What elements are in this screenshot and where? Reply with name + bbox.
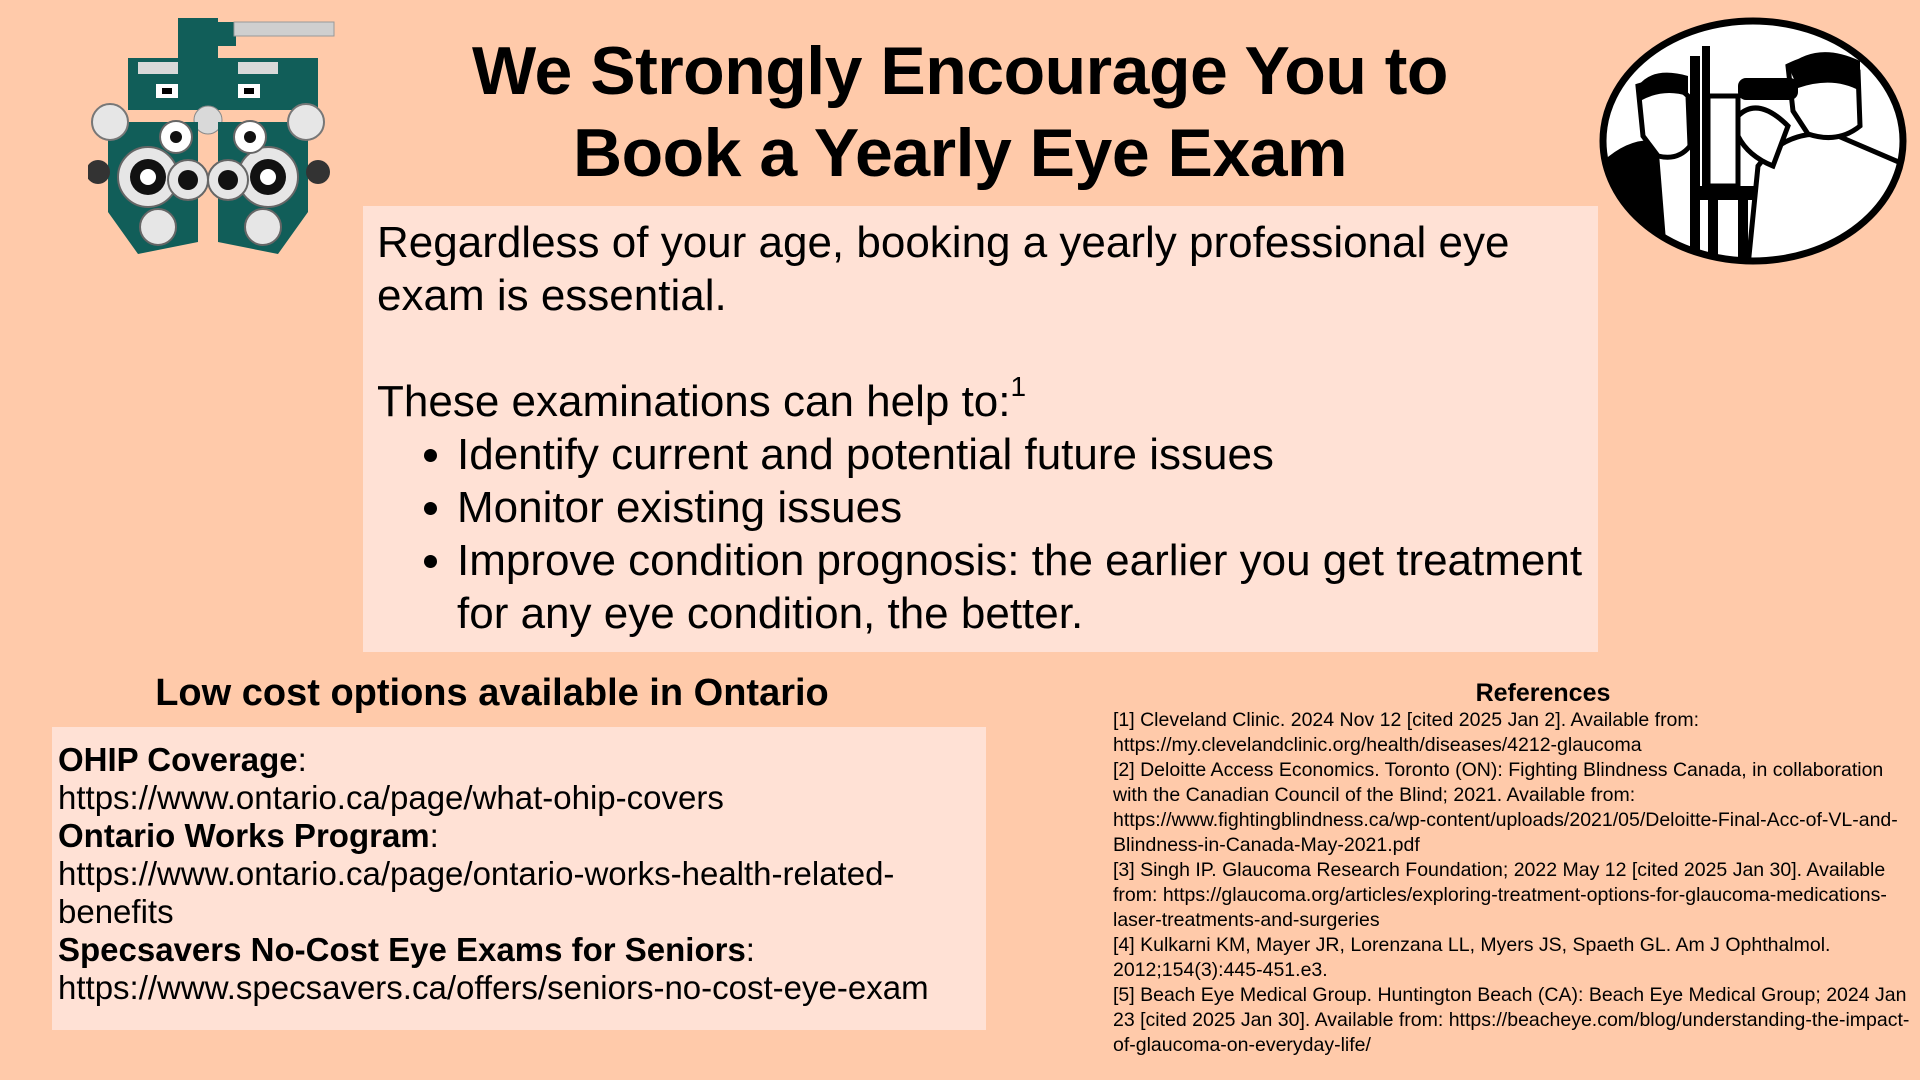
lead-text: [377, 371, 1584, 428]
option-name: Specsavers No-Cost Eye Exams for Seniors: [58, 931, 746, 968]
reference-item: [2] Deloitte Access Economics. Toronto (ON): Fighting Blindness Canada, in collaboration with the Canadian Council of the Blind; 2021. Available from: https://www.fightingblindness.ca/wp-content/uploads/2021/05/Deloitte-Final-Acc-of-VL-and-Blindness-in-Canada-May-2021.pdf: [1113, 759, 1898, 856]
option-name: OHIP Coverage: [58, 741, 298, 778]
reference-item: [4] Kulkarni KM, Mayer JR, Lorenzana LL, Myers JS, Spaeth GL. Am J Ophthalmol. 2012;154(3):445-451.e3.: [1113, 934, 1831, 981]
eye-exam-illustration-icon: [1598, 16, 1908, 266]
citation-superscript: 1: [1010, 371, 1027, 403]
low-cost-heading: Low cost options available in Ontario: [155, 672, 829, 714]
list-item: • Improve condition prognosis: the earlier you get treatment for any eye condition, the better.: [457, 534, 1584, 640]
title-line-2: Book a Yearly Eye Exam: [572, 115, 1348, 191]
option-ohip: OHIP Coverage:: [58, 741, 307, 778]
reference-item: [1] Cleveland Clinic. 2024 Nov 12 [cited 2025 Jan 2]. Available from: https://my.clevelandclinic.org/health/diseases/4212-glaucoma: [1113, 709, 1700, 756]
list-item: • Identify current and potential future issues: [457, 428, 1584, 481]
option-url[interactable]: https://www.ontario.ca/page/ontario-works-health-related-benefits: [58, 855, 895, 930]
page-title: [360, 30, 1560, 194]
reference-item: [3] Singh IP. Glaucoma Research Foundation; 2022 May 12 [cited 2025 Jan 30]. Available from: https://glaucoma.org/articles/exploring-treatment-options-for-glaucoma-medications-laser-treatments-and-surgeries: [1113, 859, 1887, 931]
option-url[interactable]: https://www.specsavers.ca/offers/seniors-no-cost-eye-exam: [58, 969, 929, 1006]
lead-label: These examinations can help to:: [377, 377, 1011, 426]
references-heading: References: [1475, 679, 1611, 707]
option-specsavers: Specsavers No-Cost Eye Exams for Seniors:: [58, 931, 755, 968]
references-section: [1113, 678, 1913, 1058]
list-item: • Monitor existing issues: [457, 481, 1584, 534]
reference-item: [5] Beach Eye Medical Group. Huntington Beach (CA): Beach Eye Medical Group; 2024 Jan 23 [cited 2025 Jan 30]. Available from: https://beacheye.com/blog/understanding-the-impact-of-glaucoma-on-everyday-life/: [1113, 984, 1910, 1056]
phoropter-icon: [88, 12, 358, 254]
low-cost-options-panel: [52, 727, 986, 1030]
intro-text: Regardless of your age, booking a yearly professional eye exam is essential.: [377, 218, 1510, 320]
main-info-panel: [363, 206, 1598, 652]
title-line-1: We Strongly Encourage You to: [472, 33, 1448, 109]
option-ontario-works: Ontario Works Program:: [58, 817, 439, 854]
option-name: Ontario Works Program: [58, 817, 430, 854]
benefits-list: [377, 428, 1584, 640]
option-url[interactable]: https://www.ontario.ca/page/what-ohip-covers: [58, 779, 724, 816]
